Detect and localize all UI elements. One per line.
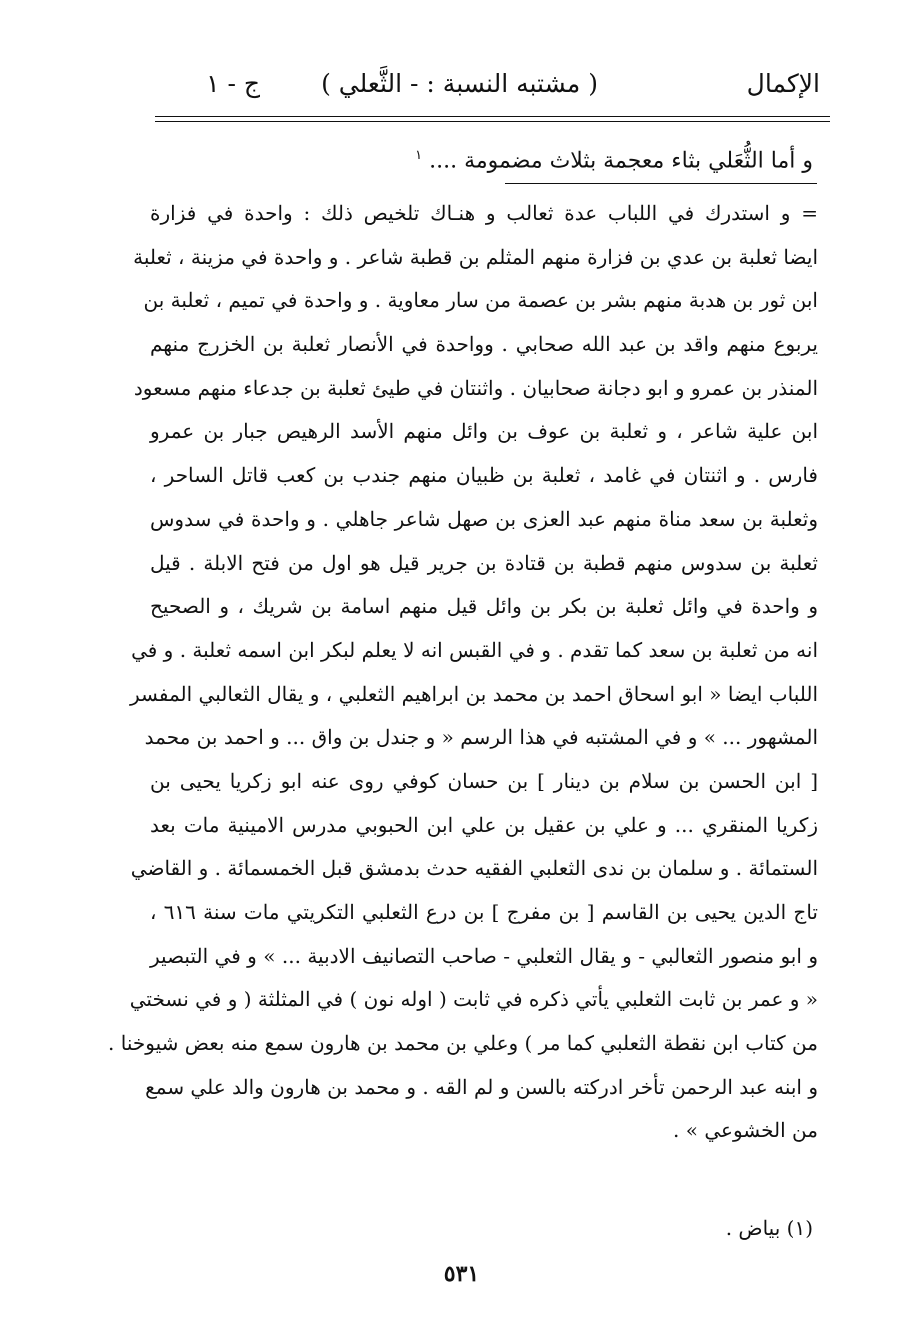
text-line: زكريا المنقري ... و علي بن عقيل بن علي ابن الحبوبي مدرس الامينية مات بعد [150,812,818,837]
header-rule-thin [155,121,830,122]
text-line: و ابو منصور الثعالبي - و يقال الثعلبي - صاحب التصانيف الادبية ... » و في التبصير [150,943,818,968]
book-title: الإكمال [746,69,820,98]
page-number: ٥٣١ [443,1261,480,1287]
text-line: [ ابن الحسن بن سلام بن دينار ] بن حسان كوفي روى عنه ابو زكريا يحيى بن [150,768,818,793]
text-line: من كتاب ابن نقطة الثعلبي كما مر ) وعلي بن محمد بن هارون سمع منه بعض شيوخنا . [108,1031,818,1056]
header-rule [155,116,830,117]
volume-number: ج - ١ [206,69,260,98]
text-line: المشهور ... » و في المشتبه في هذا الرسم « و جندل بن واق ... و احمد بن محمد [144,725,818,750]
text-separator [505,183,817,184]
text-line: من الخشوعي » . [673,1118,818,1143]
text-line: ايضا ثعلبة بن عدي بن فزارة منهم المثلم بن قطبة شاعر . و واحدة في مزينة ، ثعلبة [133,244,818,269]
footnote: (١) بياض . [725,1216,813,1240]
text-line: الستمائة . و سلمان بن ندى الثعلبي الفقيه حدث بدمشق قبل الخمسمائة . و القاضي [130,856,818,881]
text-line: ابن ثور بن هدبة منهم بشر بن عصمة من سار معاوية . و واحدة في تميم ، ثعلبة بن [143,288,818,313]
text-line: المنذر بن عمرو و ابو دجانة صحابيان . واثنتان في طيئ ثعلبة بن جدعاء منهم مسعود [133,375,818,400]
text-line: فارس . و اثنتان في غامد ، ثعلبة بن ظبيان منهم جندب بن كعب قاتل الساحر ، [150,463,818,488]
text-line: يربوع منهم واقد بن عبد الله صحابي . وواحدة في الأنصار ثعلبة بن الخزرج منهم [150,332,818,357]
text-line: انه من ثعلبة بن سعد كما تقدم . و في القبس انه لا يعلم لبكر ابن اسمه ثعلبة . و في [131,637,818,662]
main-text [108,192,819,1153]
running-header [170,62,820,106]
footnote-marker: ١ [415,148,423,163]
text-line: « و عمر بن ثابت الثعلبي يأتي ذكره في ثابت ( اوله نون ) في المثلثة ( و في نسختي [129,987,818,1012]
text-line: ابن علية شاعر ، و ثعلبة بن عوف بن وائل منهم الأسد الرهيص جبار بن عمرو [150,419,819,444]
text-line: اللباب ايضا « ابو اسحاق احمد بن محمد بن ابراهيم الثعلبي ، و يقال الثعالبي المفسر [129,681,818,706]
text-line: و ابنه عبد الرحمن تأخر ادركته بالسن و لم القه . و محمد بن هارون والد علي سمع [145,1074,818,1099]
text-line: = و استدرك في اللباب عدة ثعالب و هنـاك تلخيص ذلك : واحدة في فزارة [150,201,818,225]
text-line: تاج الدين يحيى بن القاسم [ بن مفرج ] بن درع الثعلبي التكريتي مات سنة ٦١٦ ، [150,900,818,924]
intro-text: و أما الثُّعَلي بثاء معجمة بثلاث مضمومة .... [429,148,813,174]
intro-line [193,138,813,179]
section-title: ( مشتبه النسبة : - الثَّعلي ) [321,69,598,98]
text-line: وثعلبة بن سعد مناة منهم عبد العزى بن صهل شاعر جاهلي . و واحدة في سدوس [150,506,818,531]
text-line: ثعلبة بن سدوس منهم قطبة بن قتادة بن جرير قيل هو اول من فتح الابلة . قيل [150,550,818,575]
text-line: و واحدة في وائل ثعلبة بن بكر بن وائل قيل منهم اسامة بن شريك ، و الصحيح [150,594,818,619]
